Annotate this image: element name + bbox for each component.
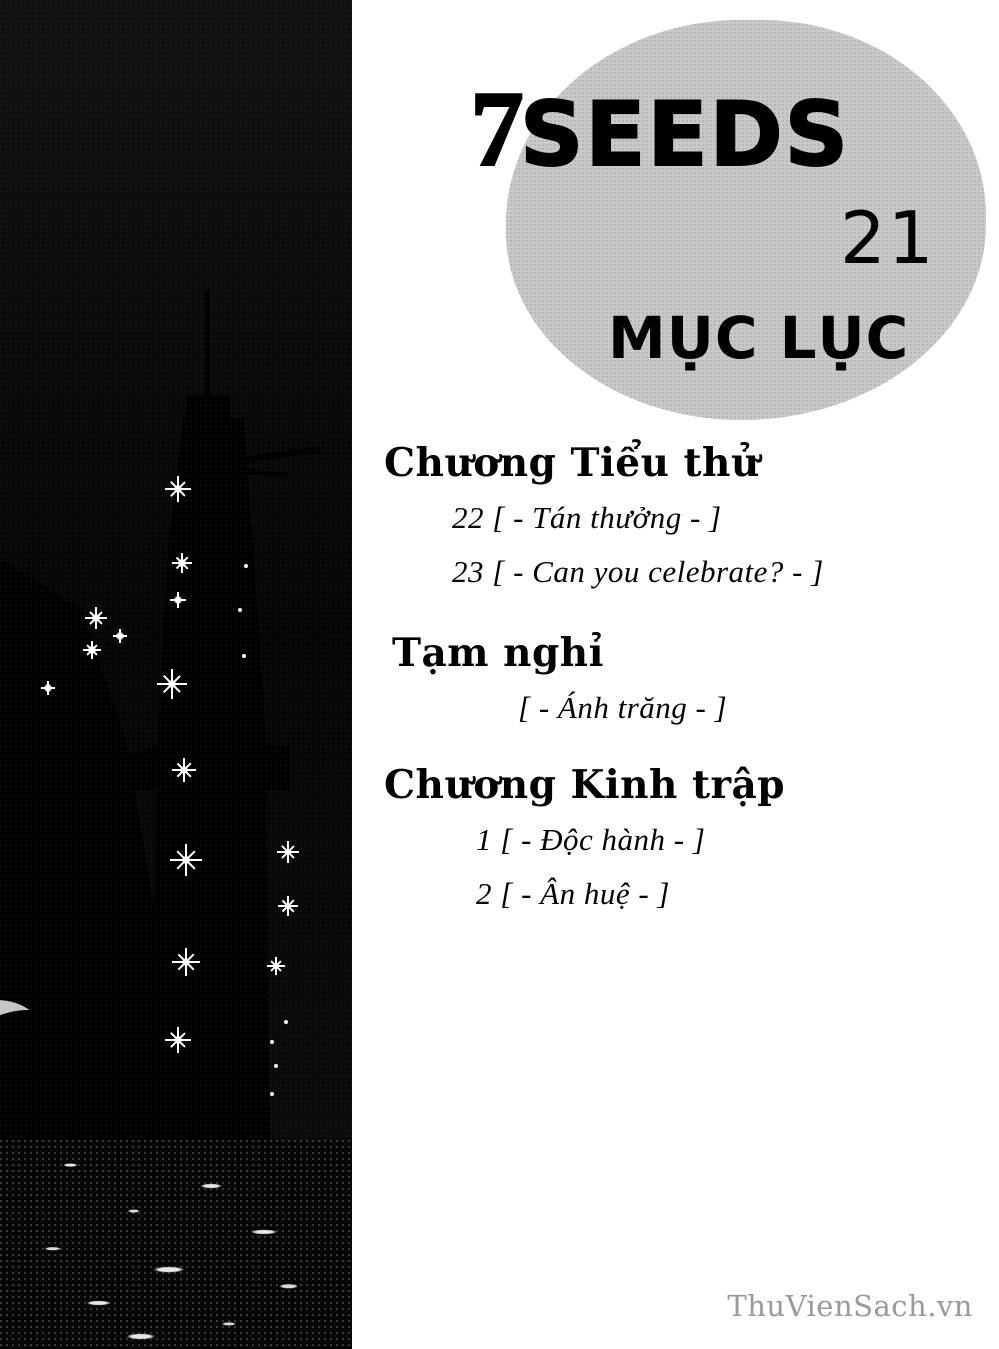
toc-section-heading: Tạm nghỉ (392, 630, 604, 676)
toc-entry[interactable]: 22 [ - Tán thưởng - ] (452, 500, 722, 535)
toc-subtitle: MỤC LỤC (608, 304, 910, 372)
series-logo-number: 7 (470, 70, 520, 189)
toc-section-heading: Chương Kinh trập (384, 762, 786, 808)
spacer (352, 744, 999, 762)
cover-illustration (0, 0, 352, 1349)
toc-page (352, 0, 999, 1349)
series-logo-word: SEEDS (520, 83, 851, 186)
toc-entry[interactable]: 23 [ - Can you celebrate? - ] (452, 554, 824, 589)
toc-section-heading: Chương Tiểu thử (384, 440, 760, 486)
table-of-contents (352, 440, 999, 930)
toc-section (352, 762, 999, 912)
series-logo (470, 70, 851, 189)
toc-entry[interactable]: [ - Ánh trăng - ] (518, 690, 728, 725)
toc-section (352, 440, 999, 590)
site-watermark: ThuVienSach.vn (727, 1289, 973, 1323)
toc-section (352, 630, 999, 726)
spacer (352, 608, 999, 630)
halftone-texture (0, 0, 352, 1349)
toc-entry[interactable]: 1 [ - Độc hành - ] (476, 822, 706, 857)
toc-entry[interactable]: 2 [ - Ân huệ - ] (476, 876, 670, 911)
volume-number: 21 (840, 196, 936, 280)
